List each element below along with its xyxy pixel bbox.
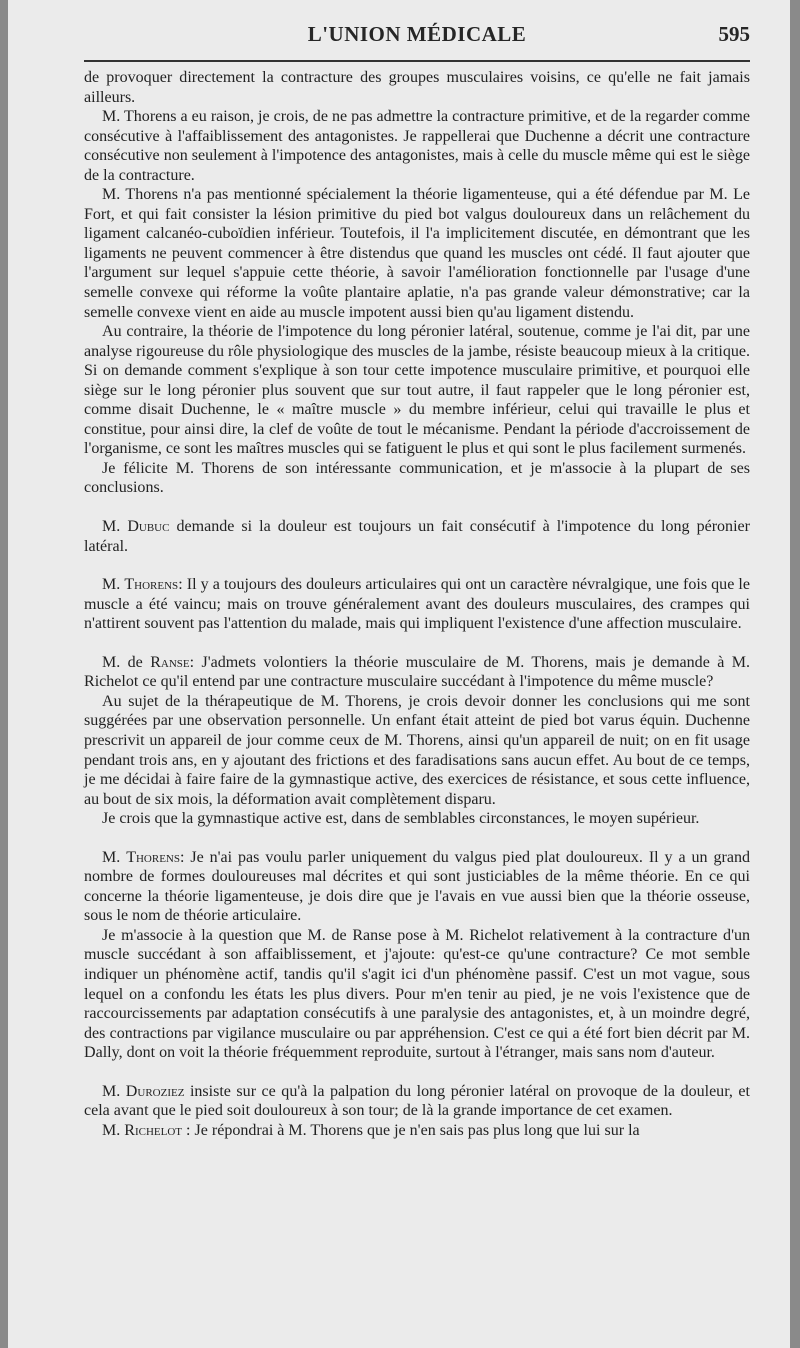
paragraph: de provoquer directement la contracture des groupes musculaires voisins, ce qu'elle ne fait jamais ailleurs.: [84, 69, 750, 106]
speaker-name: Ranse: [150, 653, 190, 671]
paragraph: M. de Ranse: J'admets volontiers la théorie musculaire de M. Thorens, mais je demande à M. Richelot ce qu'il entend par une contracture musculaire succédant à l'impotence du même muscle?: [84, 653, 750, 691]
paragraph: Au contraire, la théorie de l'impotence du long péronier latéral, soutenue, comme je l'ai dit, par une analyse rigoureuse du rôle physiologique des muscles de la jambe, résiste beaucoup mieux à la critique. Si on demande comment s'explique à son tour cette impotence musculaire primitive, et pourquoi elle siège sur le long péronier plus souvent que sur tout autre, il faut rappeler que le long péronier est, comme disait Duchenne, le « maître muscle » du membre inférieur, celui qui travaille le plus et constitue, pour ainsi dire, la clef de voûte de tout le mécanisme. Pendant la période d'accroissement de l'organisme, ce sont les maîtres muscles qui se fatiguent le plus et qui sont le plus facilement surmenés.: [84, 323, 750, 458]
speaker-name: Thorens: [126, 848, 180, 866]
paragraph: M. Thorens a eu raison, je crois, de ne pas admettre la contracture primitive, et de la regarder comme consécutive à l'affaiblissement des antagonistes. Je rappellerai que Duchenne a décrit une contracture consécutive non seulement à l'impotence des antagonistes, mais à celle du muscle même qui est le siège de la contracture.: [84, 108, 750, 184]
running-title: L'UNION MÉDICALE: [307, 22, 527, 46]
body-text: [84, 68, 750, 1140]
speaker-name: Dubuc: [127, 518, 170, 536]
paragraph: M. Richelot : Je répondrai à M. Thorens que je n'en sais pas plus long que lui sur la: [102, 1121, 640, 1139]
speaker-name: Richelot: [124, 1121, 183, 1139]
paragraph: M. Duroziez insiste sur ce qu'à la palpation du long péronier latéral on provoque de la douleur, et cela avant que le pied soit douloureux à son tour; de là la grande importance de cet examen.: [84, 1082, 750, 1120]
paragraph: M. Thorens: Je n'ai pas voulu parler uniquement du valgus pied plat douloureux. Il y a un grand nombre de formes douloureuses mal décrites et qui sont justiciables de la même théorie. En ce qui concerne la théorie ligamenteuse, je dois dire que je l'avais en vue aussi bien que la théorie osseuse, sous le nom de théorie articulaire.: [84, 848, 750, 925]
paragraph: M. Dubuc demande si la douleur est toujours un fait consécutif à l'impotence du long péronier latéral.: [84, 518, 750, 555]
paragraph: Je m'associe à la question que M. de Ranse pose à M. Richelot relativement à la contracture d'un muscle succédant à son affaiblissement, et j'ajoute: qu'est-ce qu'une contracture? Ce mot semble indiquer un phénomène actif, tandis qu'il s'agit ici d'un phénomène passif. C'est un mot vague, sous lequel on a confondu les états les plus divers. Pour m'en tenir au pied, je ne vois l'existence que de raccourcissements par adaptation consécutifs à une paralysie des antagonistes, et, à un moindre degré, des contractions par vigilance musculaire ou par appréhension. C'est ce qui a été fort bien décrit par M. Dally, dont on voit la théorie fréquemment reproduite, surtout à l'étranger, mais sans nom d'auteur.: [84, 926, 750, 1062]
paragraph: M. Thorens: Il y a toujours des douleurs articulaires qui ont un caractère névralgique, une fois que le muscle a été vaincu; mais on trouve généralement avant des douleurs musculaires, des crampes qui n'attirent souvent pas l'attention du malade, mais qui impliquent l'existence d'une affection musculaire.: [84, 576, 750, 633]
paragraph: Au sujet de la thérapeutique de M. Thorens, je crois devoir donner les conclusions qui me sont suggérées par une observation personnelle. Un enfant était atteint de pied bot varus équin. Duchenne prescrivit un appareil de jour comme ceux de M. Thorens, ainsi qu'un appareil de nuit; on en fit usage pendant trois ans, en y ajoutant des frictions et des faradisations sans aucun effet. Au bout de ce temps, je me décidai à faire faire de la gymnastique active, des exercices de résistance, et sous cette influence, au bout de six mois, la déformation avait complètement disparu.: [84, 692, 750, 808]
speaker-name: Duroziez: [125, 1082, 185, 1100]
speaker-name: Thorens: [124, 576, 179, 594]
header-rule: [84, 60, 750, 62]
document-page: [8, 0, 790, 1348]
paragraph: Je félicite M. Thorens de son intéressante communication, et je m'associe à la plupart de ses conclusions.: [84, 459, 750, 497]
paragraph: Je crois que la gymnastique active est, dans de semblables circonstances, le moyen supérieur.: [102, 810, 700, 828]
page-number: 595: [718, 22, 750, 46]
page-header: [84, 16, 750, 46]
paragraph: M. Thorens n'a pas mentionné spécialement la théorie ligamenteuse, qui a été défendue par M. Le Fort, et qui fait consister la lésion primitive du pied bot valgus douloureux dans un relâchement du ligament calcanéo-cuboïdien inférieur. Toutefois, il l'a implicitement discutée, en démontrant que les ligaments ne peuvent commencer à être distendus que quand les muscles ont cédé. Il faut ajouter que l'argument sur lequel s'appuie cette théorie, à savoir l'amélioration fonctionnelle par l'usage d'une semelle convexe qui réforme la voûte plantaire aplatie, n'a pas grande valeur démonstrative; car la semelle convexe vient en aide au muscle impotent aussi bien qu'au ligament distendu.: [84, 186, 750, 321]
